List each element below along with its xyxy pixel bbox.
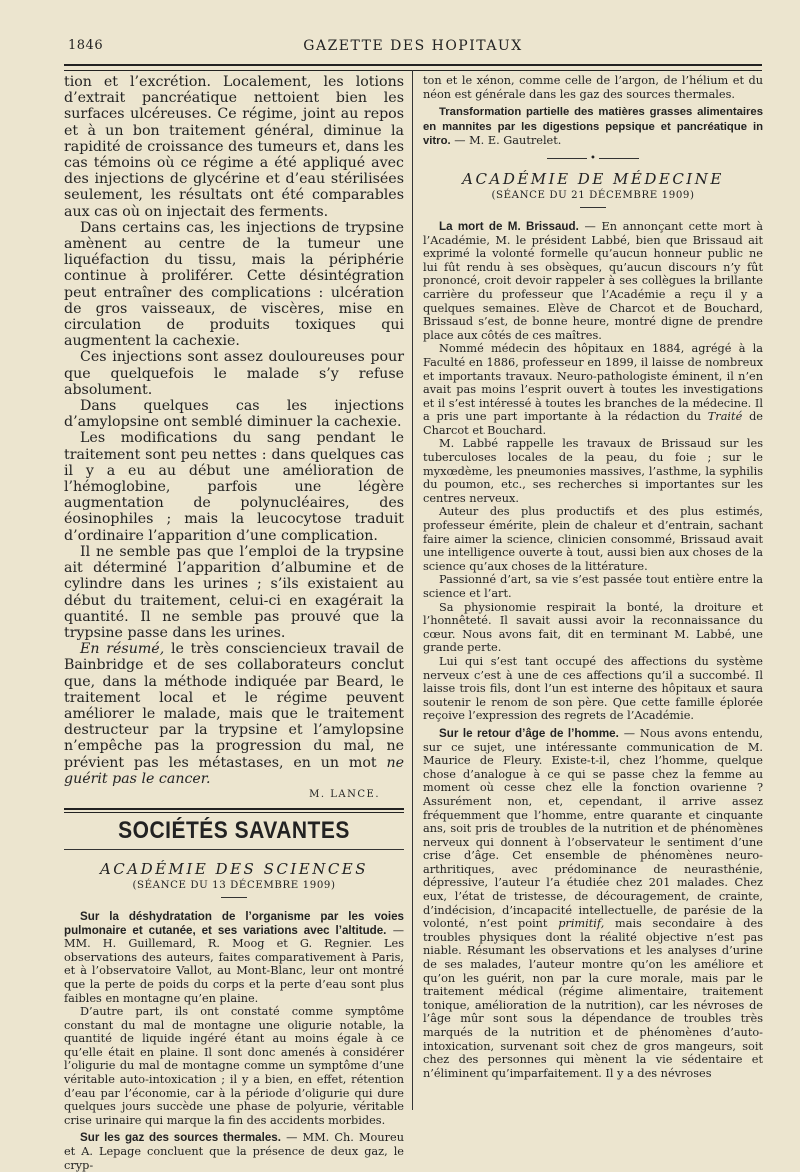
section-underline: [64, 849, 404, 850]
item-paragraph: [423, 342, 763, 437]
item-text: de Charcot et Bouchard.: [423, 410, 763, 437]
item-body: — Nous avons entendu, sur ce sujet, une intéressante communication de M. Maurice de Fleury. Existe-t-il, chez l’homme, quelque chose d’analogue à ce qui se passe chez la femme au moment où cesse chez elle la fonction ovarienne ? Assurément non, et, cependant, il arrive assez fréquemment que l’homme, entre quarante et cinquante ans, soit pris de troubles de la nutrition et de phénomènes nerveux qui donnent à l’observateur le sentiment d’une crise d’âge. Cet ensemble de phénomènes neuro-arthritiques, avec prédominance de neurasthénie, dépressive, l’auteur l’a étudiée chez 201 malades. Chez eux, l’état de tristesse, de découragement, de crainte, d’indécision, d’incapacité intellectuelle, de parésie de la volonté, n’est point: [423, 726, 763, 931]
academy-medecine-title: ACADÉMIE DE MÉDECINE: [462, 169, 724, 188]
item-brissaud: [423, 220, 763, 342]
section-rule: [64, 808, 404, 813]
item-gaz: [64, 1131, 404, 1172]
item-text: Nommé médecin des hôpitaux en 1884, agrégé à la Faculté en 1886, professeur en 1899, il laisse de nombreux et importants travaux. Neuro-pathologiste éminent, il n’en avait pas moins l’esprit ouvert à toutes les investigations et il s’est intéressé à toutes les branches de la médecine. Il a pris une part importante à la rédaction du: [423, 342, 763, 424]
item-paragraph: M. Labbé rappelle les travaux de Brissaud sur les tuberculoses locales de la peau, du foie ; sur le myxœdème, les pneumonies massives, l’asthme, la syphilis du poumon, etc., ses recherches si importantes sur les centres nerveux.: [423, 437, 763, 505]
conclusion-body: le très consciencieux travail de Bainbridge et de ses collaborateurs conclut que, dans la méthode indiquée par Beard, le traitement local et le régime peuvent améliorer le malade, mais que le traitement destructeur par la trypsine et l’amylopsine n’empêche pas la progression du mal, ne prévient pas les métastases, en un mot: [64, 641, 404, 771]
item-italic: Traité: [707, 410, 743, 424]
column-divider: [412, 70, 413, 1110]
article-paragraph: Il ne semble pas que l’emploi de la trypsine ait déterminé l’apparition d’albumine et de cylindre dans les urines ; s’ils existaient au début du traitement, celui-ci en exagérait la quantité. Il ne semble pas prouvé que la trypsine passe dans les urines.: [64, 543, 404, 641]
article-paragraph: Ces injections sont assez douloureuses pour que quelquefois le malade s’y refuse absolument.: [64, 349, 404, 398]
page-header: [60, 36, 766, 62]
page-number: 1846: [68, 38, 104, 53]
section-title: SOCIÉTÉS SAVANTES: [118, 817, 350, 844]
item-retour: [423, 727, 763, 1080]
item-paragraph: Lui qui s’est tant occupé des affections du système nerveux c’est à une de ces affections qu’il a succombé. Il laisse trois fils, dont l’un est interne des hôpitaux et saura soutenir le renom de son père. Que cette famille éplorée reçoive l’expression des regrets de l’Académie.: [423, 654, 763, 723]
short-rule: [221, 897, 247, 898]
author-signature: M. LANCE.: [309, 788, 380, 800]
item-dehydration: [64, 910, 404, 1005]
conclusion-tail: ne guérit pas le cancer.: [64, 754, 404, 787]
item-paragraph: Passionné d’art, sa vie s’est passée tout entière entre la science et l’art.: [423, 573, 763, 600]
item-lead: Sur la déshydratation de l’organisme par les voies pulmonaire et cutanée, et ses variations avec l’altitude.: [64, 909, 404, 937]
item-lead: La mort de M. Brissaud.: [439, 219, 579, 233]
item-transformation: [423, 105, 763, 149]
item-gaz-continued: ton et le xénon, comme celle de l’argon, de l’hélium et du néon est générale dans les gaz des sources thermales.: [423, 74, 763, 101]
item-paragraph: Auteur des plus productifs et des plus estimés, professeur émérite, plein de chaleur et d’entrain, sachant faire aimer la science, clinicien consommé, Brissaud avait une intelligence ouverte à tout, aussi bien aux choses de la science qu’aux choses de la littérature.: [423, 505, 763, 573]
item-body: — MM. Ch. Moureu et A. Lepage concluent que la présence de deux gaz, le cryp-: [64, 1131, 404, 1172]
academy-sciences-title: ACADÉMIE DES SCIENCES: [99, 859, 369, 878]
item-body: Les observations des auteurs, faites comparativement à Paris, et à l’observatoire Vallot, au Mont-Blanc, leur ont montré que la perte de poids du corps et la perte d’eau sont plus faibles en montagne qu’en plaine.: [64, 937, 405, 1005]
header-rule: [64, 64, 762, 71]
short-rule: [580, 207, 606, 208]
item-lead: Sur le retour d’âge de l’homme.: [439, 726, 619, 740]
seance-date: (SÉANCE DU 13 DÉCEMBRE 1909): [132, 879, 336, 891]
item-authors: — MM. H. Guillemard, R. Moog et G. Regnier.: [64, 923, 404, 951]
right-column: [423, 74, 763, 1080]
conclusion-lead: En résumé,: [80, 641, 165, 658]
item-paragraph: D’autre part, ils ont constaté comme symptôme constant du mal de montagne une oligurie notable, la quantité de liquide ingéré étant au moins égale à ce qu’elle était en plaine. Il sont donc amenés à considérer l’oligurie du mal de montagne comme un symptôme d’une véritable auto-intoxication ; il y a bien, en effet, rétention d’eau par l’économie, car à la période d’oligurie qui dure quelques jours succède une phase de polyurie, véritable crise urinaire qui marque la fin des accidents morbides.: [64, 1005, 404, 1127]
article-paragraph: tion et l’excrétion. Localement, les lotions d’extrait pancréatique nettoient bien les surfaces ulcéreuses. Ce régime, joint au repos et à un bon traitement général, diminue la rapidité de croissance des tumeurs et, dans les cas témoins où ce régime a été appliqué avec des injections de glycérine et d’eau stérilisées seulement, les résultats ont été comparables aux cas où on injectait des ferments.: [64, 74, 404, 220]
article-paragraph: Dans certains cas, les injections de trypsine amènent au centre de la tumeur une liquéfaction du tissu, mais la périphérie continue à proliférer. Cette désintégration peut entraîner des complications : ulcération de gros vaisseaux, de viscères, mise en circulation de produits toxiques qui augmentent la cachexie.: [64, 219, 404, 350]
article-paragraph: Dans quelques cas les injections d’amylopsine ont semblé diminuer la cachexie.: [64, 398, 404, 431]
item-lead: Transformation partielle des matières grasses alimentaires en mannites par les digestions pepsique et pancréatique in vitro.: [423, 106, 763, 148]
ornament-divider: •: [423, 153, 763, 164]
item-italic: primitif,: [558, 917, 605, 931]
left-column: [64, 74, 404, 1172]
item-tail: mais secondaire à des troubles physiques dont la réalité objective n’est pas niable. Résumant les observations et les analyses d’urine de ses malades, l’auteur montre qu’on les améliore et qu’on les guérit, non par la cure morale, mais par le traitement médical (régime alimentaire, traitement tonique, amélioration de la nutrition), car les névroses de l’âge mûr sont sous la dépendance de troubles très marqués de la nutrition et de phénomènes d’auto-intoxication, survenant soit chez de gros mangeurs, soit chez des personnes qui mènent la vie sédentaire et n’éliminent qu’imparfaitement. Il y a des névroses: [423, 917, 763, 1080]
conclusion-paragraph: [64, 641, 404, 787]
article-paragraph: Les modifications du sang pendant le traitement sont peu nettes : dans quelques cas il y a eu au début une amélioration de l’hémoglobine, parfois une légère augmentation de polynucléaires, des éosinophiles ; mais la leucocytose traduit d’ordinaire l’apparition d’une complication.: [64, 430, 404, 544]
seance-date: (SÉANCE DU 21 DÉCEMBRE 1909): [491, 189, 695, 201]
item-authors: — M. E. Gautrelet.: [450, 134, 562, 148]
running-title: GAZETTE DES HOPITAUX: [303, 38, 523, 54]
item-body: — En annonçant cette mort à l’Académie, M. le président Labbé, bien que Brissaud ait exprimé la volonté formelle qu’aucun honneur public ne lui fût rendu à ses obsèques, qu’aucun discours n’y fût prononcé, croit devoir rappeler à ses collègues la brillante carrière du professeur que l’Académie a reçu il y a quelques semaines. Elève de Charcot et de Bouchard, Brissaud s’est, de bonne heure, montré digne de prendre place aux côtés de ces maîtres.: [423, 219, 763, 342]
item-lead: Sur les gaz des sources thermales.: [80, 1131, 281, 1145]
item-paragraph: Sa physionomie respirait la bonté, la droiture et l’honnêteté. Il savait aussi avoir la reconnaissance du cœur. Nous avons fait, dit en terminant M. Labbé, une grande perte.: [423, 600, 763, 655]
